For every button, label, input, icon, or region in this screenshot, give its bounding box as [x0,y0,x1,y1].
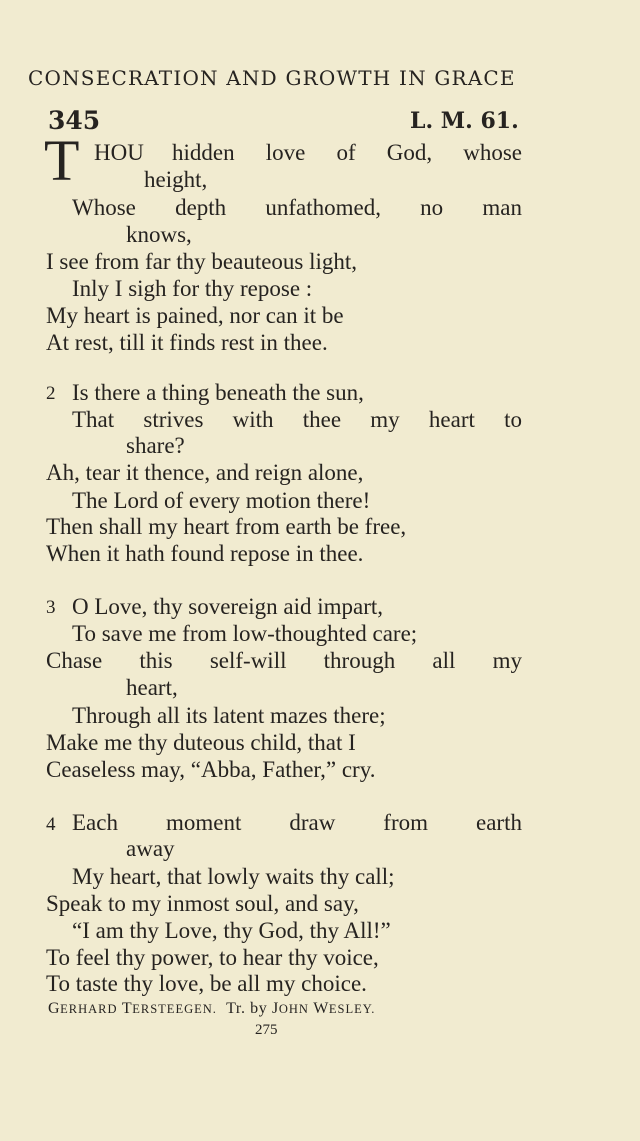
verse-4-line-2: My heart, that lowly waits thy call; [72,864,395,889]
verse-1-line-2 [72,195,522,221]
author-smallcaps: ERSTEEGEN. [132,1002,217,1016]
verse-2-line-2-cont: share? [126,433,185,458]
author-initial: G [48,1000,61,1017]
word: thee [302,407,342,432]
word: heart [428,407,475,432]
word: depth [175,195,227,220]
verse-2-line-6: When it hath found repose in thee. [46,541,364,566]
word: of [336,140,356,165]
word: Chase [46,648,103,673]
verse-3-line-2: To save me from low-thoughted care; [72,621,418,646]
verse-1-line-4: Inly I sigh for thy repose : [72,276,313,301]
verse-1-line-6: At rest, till it finds rest in thee. [46,330,328,355]
verse-4-line-4: “I am thy Love, thy God, thy All!” [72,918,391,943]
verse-4-line-1 [72,810,522,836]
verse-3-line-6: Ceaseless may, “Abba, Father,” cry. [46,757,376,782]
verse-1-line-1 [172,140,522,166]
hymn-meter: L. M. 61. [410,108,519,134]
verse-3-line-5: Make me thy duteous child, that I [46,730,356,755]
word: this [139,648,173,673]
word: all [432,648,456,673]
verse-2-line-3: Ah, tear it thence, and reign alone, [46,460,364,485]
word: with [232,407,274,432]
verse-2-line-5: Then shall my heart from earth be free, [46,514,407,539]
attribution [48,1000,500,1018]
word: to [504,407,522,432]
verse-1-line-2-cont: knows, [126,222,192,247]
verse-4-line-1-cont: away [126,836,175,861]
word: Whose [72,195,136,220]
drop-cap: T [44,128,80,193]
word: unfathomed, [265,195,381,220]
verse-2-line-2 [72,407,522,433]
author-smallcaps: ERHARD [60,1002,118,1016]
verse-1-line-1-start: HOU [94,140,144,165]
translator-smallcaps: ESLEY. [328,1002,376,1016]
word: love [265,140,306,165]
verse-4-line-5: To feel thy power, to hear thy voice, [46,945,379,970]
author-initial: T [121,1000,133,1017]
word: That [72,407,115,432]
translator-initial: W [313,1000,329,1017]
word: my [370,407,400,432]
verse-3-line-3-cont: heart, [126,675,178,700]
word: moment [165,810,242,835]
word: from [383,810,429,835]
verse-number: 2 [46,383,56,404]
verse-2-line-4: The Lord of every motion there! [72,488,371,513]
word: earth [476,810,522,835]
verse-4-line-3: Speak to my inmost soul, and say, [46,891,359,916]
verse-number: 4 [46,814,56,835]
verse-4-line-6: To taste thy love, be all my choice. [46,971,367,996]
word: my [492,648,522,673]
word: no [420,195,444,220]
word: draw [289,810,336,835]
page-number: 275 [255,1022,278,1038]
word: self-will [209,648,287,673]
verse-1-line-1-cont: height, [144,167,208,192]
translator-smallcaps: OHN [278,1002,309,1016]
word: strives [143,407,204,432]
verse-1-line-5: My heart is pained, nor can it be [46,303,344,328]
word: hidden [172,140,235,165]
translator-initial: J [271,1000,279,1017]
verse-number: 3 [46,597,56,618]
word: whose [463,140,522,165]
verse-1-line-3: I see from far thy beauteous light, [46,249,358,274]
verse-3-line-1: O Love, thy sovereign aid impart, [72,594,384,619]
word: man [482,195,522,220]
verse-3-line-3 [46,648,522,674]
section-title: CONSECRATION AND GROWTH IN GRACE [28,66,516,90]
word: God, [386,140,433,165]
word: Each [72,810,118,835]
hymn-number: 345 [48,106,101,135]
verse-2-line-1: Is there a thing beneath the sun, [72,380,364,405]
word: through [323,648,396,673]
translation-note: Tr. by [226,1000,268,1017]
verse-3-line-4: Through all its latent mazes there; [72,703,386,728]
